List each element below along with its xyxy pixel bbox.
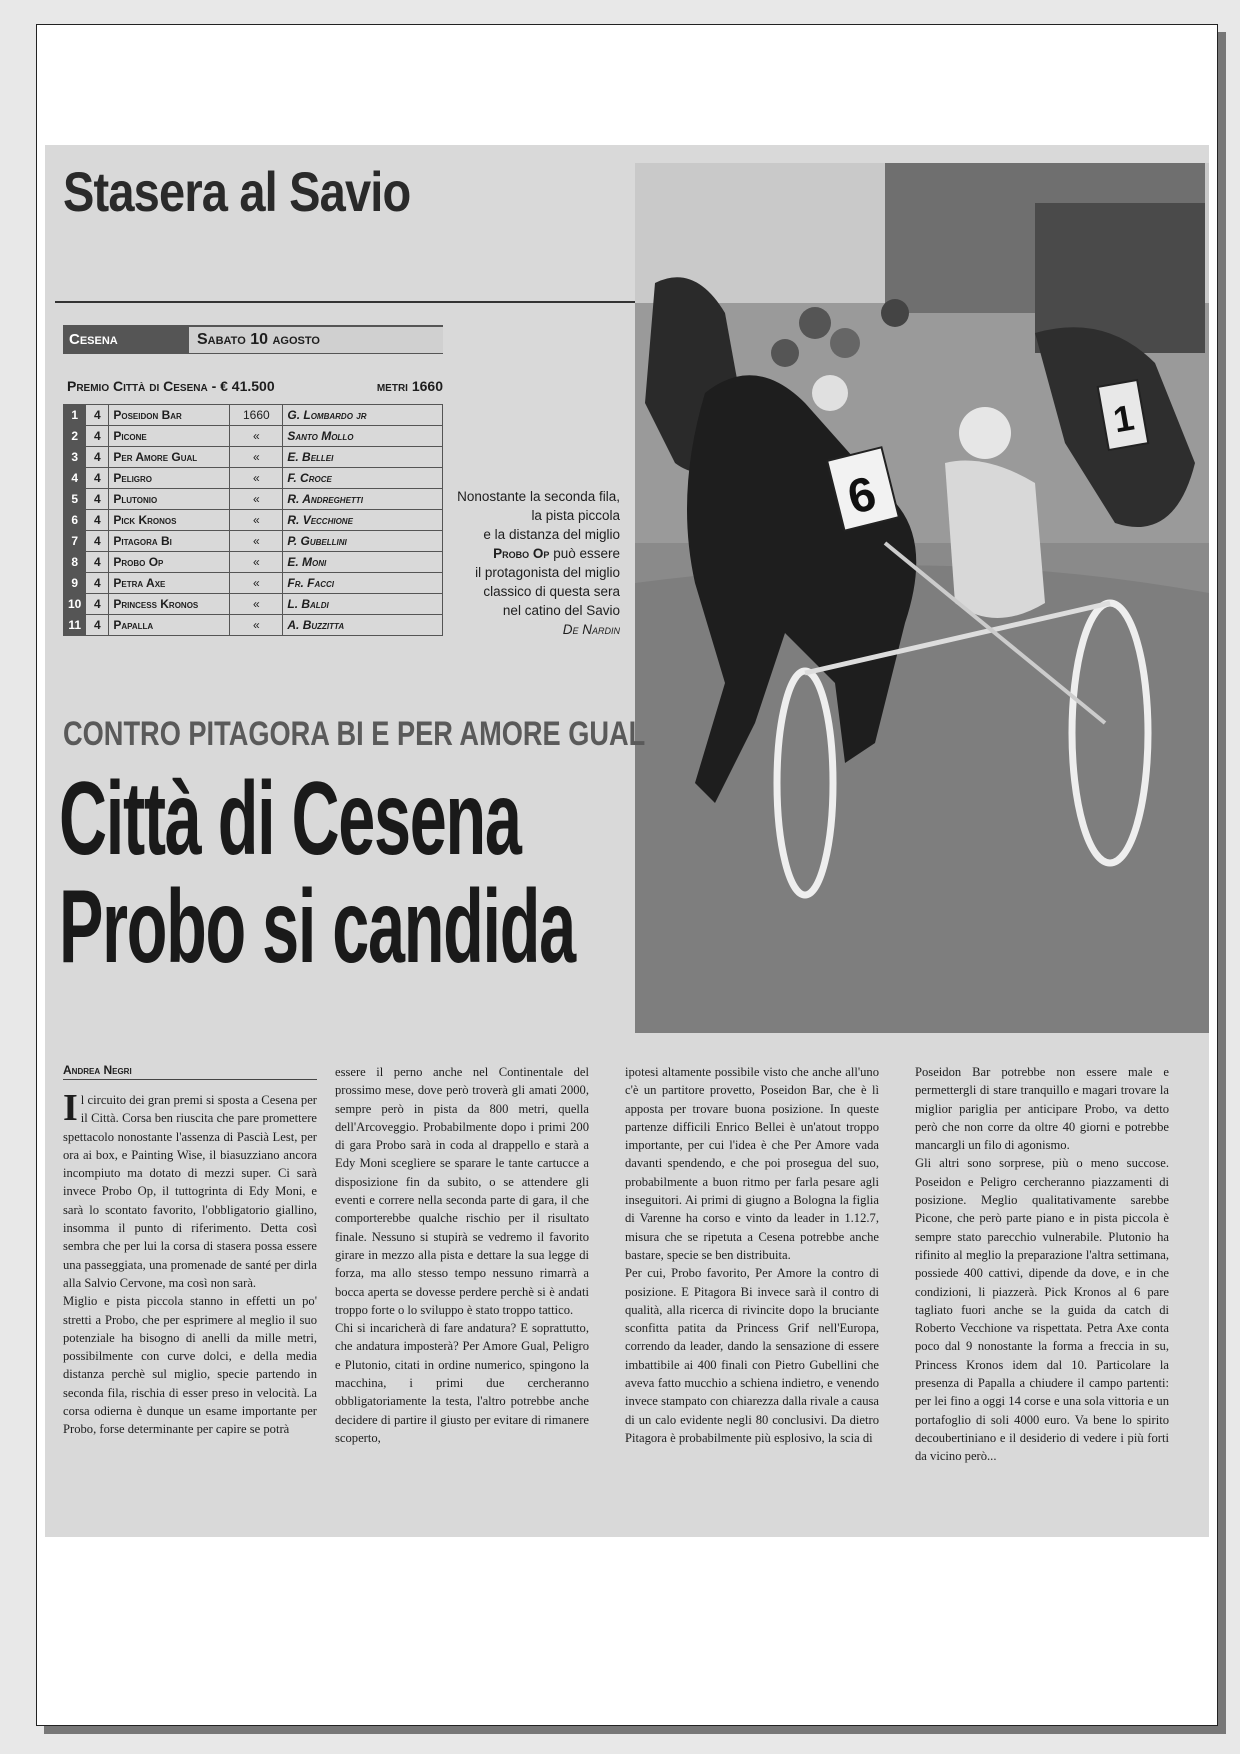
caption-line: classico di questa sera (483, 584, 620, 599)
caption-line: la pista piccola (531, 508, 620, 523)
entry-row-position: 4 (86, 468, 109, 489)
entry-row (64, 426, 443, 447)
entry-number: 6 (64, 510, 86, 531)
entry-horse: Pick Kronos (109, 510, 230, 531)
entry-number: 10 (64, 594, 86, 615)
author-byline: Andrea Negri (63, 1063, 317, 1080)
entry-metres: « (230, 594, 283, 615)
entry-horse: Probo Op (109, 552, 230, 573)
photo-caption (450, 487, 620, 639)
headline-line-1: Città di Cesena (59, 761, 521, 877)
entry-horse: Petra Axe (109, 573, 230, 594)
entry-number: 8 (64, 552, 86, 573)
entry-number: 4 (64, 468, 86, 489)
entry-horse: Plutonio (109, 489, 230, 510)
entry-row-position: 4 (86, 510, 109, 531)
caption-line: nel catino del Savio (502, 603, 620, 618)
paragraph: Per cui, Probo favorito, Per Amore la contro di posizione. E Pitagora Bi invece sarà il contro di qualità, alla ricerca di rivincite dopo la bruciante sconfitta patita da Princess Grif nell'Europa, correndo da leader, dando la sensazione di essere imbattibile ai 400 finali con Pietro Gubellini che aveva fatto mucchio a schiena indietro, e venendo invece stampato con chiarezza dalla rivale a causa di un calo evidente negli 80 conclusivi. Da dietro Pitagora è probabilmente più esplosivo, la scia di (625, 1266, 879, 1445)
entry-horse: Pitagora Bi (109, 531, 230, 552)
paragraph: ipotesi altamente possibile visto che anche all'uno c'è un partitore provetto, Poseidon Bar, che è lì apposta per trovare buona posizione. In queste partenze difficili Enrico Bellei è un'atout troppo importante, per cui l'idea è che Per Amore vada davanti spendendo, e che poi prosegua del suo, probabilmente a buon ritmo per farla pesare agli inseguitori. Ai primi di giugno a Bologna la figlia di Varenne ha corso e vinto da leader in 1.12.7, misura che se ripetuta a Cesena potrebbe anche bastare, specie se ben distribuita. (625, 1065, 879, 1262)
race-distance: metri 1660 (376, 378, 443, 394)
paragraph: Chi si incaricherà di fare andatura? E soprattutto, che andatura imposterà? Per Amore Gual, Peligro e Plutonio, citati in ordine numerico, spingono la macchina, i primi due cercheranno obbligatoriamente la testa, l'altro potrebbe anche decidere di partire il giusto per evitare di rimanere scoperto, (335, 1321, 589, 1445)
entry-row (64, 489, 443, 510)
entry-metres: « (230, 552, 283, 573)
article-column-3 (625, 1063, 879, 1529)
entry-row-position: 4 (86, 615, 109, 636)
entry-metres: « (230, 510, 283, 531)
caption-line-rest: può essere (553, 546, 620, 561)
entry-horse: Per Amore Gual (109, 447, 230, 468)
entry-number: 7 (64, 531, 86, 552)
entry-metres: « (230, 426, 283, 447)
entry-horse: Picone (109, 426, 230, 447)
entry-metres: « (230, 615, 283, 636)
entry-row (64, 594, 443, 615)
article-column-1 (63, 1091, 317, 1533)
entry-row (64, 468, 443, 489)
drop-cap: I (63, 1091, 78, 1129)
entry-row-position: 4 (86, 573, 109, 594)
paragraph (63, 1091, 317, 1292)
race-entries-box (63, 325, 443, 636)
entry-row (64, 531, 443, 552)
entry-driver: R. Vecchione (283, 510, 443, 531)
entry-row-position: 4 (86, 426, 109, 447)
race-city: Cesena (63, 327, 189, 353)
paragraph-text: l circuito dei gran premi si sposta a Cesena per il Città. Corsa ben riuscita che pare promettere spettacolo nonostante l'assenza di Pascià Lest, per ora ai box, e Painting Wise, il biasuzziano ancora incompiuto ma dotato di mezzi super. Ci sarà invece Probo Op, il tuttogrinta di Edy Moni, e sarà lo scontato favorito, l'obbligatorio giallino, insomma il punto di riferimento. Detta così sembra che per lui la corsa di stasera possa essere una passeggiata, una promenade de santé per dirla alla Salvio Cervone, ma così non sarà. (63, 1093, 317, 1290)
entry-number: 1 (64, 405, 86, 426)
entry-row (64, 447, 443, 468)
entry-row-position: 4 (86, 489, 109, 510)
page-sheet (36, 24, 1218, 1726)
entry-driver: A. Buzzitta (283, 615, 443, 636)
paragraph: essere il perno anche nel Continentale del prossimo mese, dove però troverà gli amati 2000, sempre però in pista da 800 metri, quella dell'Arcoveggio. Probabilmente dopo i primi 200 di gara Probo sarà in coda al drappello e starà a Edy Moni scegliere se sparare le tante cartucce a disposizione fin da subito, o se attendere gli eventi e correre nella seconda parte di gara, il che comporterebbe qualche rischio per il risultato finale. Nessuno si stupirà se vedremo il favorito girare in mezzo alla pista e dettare la sua legge di forza, ma allo stesso tempo nessuno rimarrà a bocca aperta se dovesse perdere perchè si è andati troppo forte o lo sviluppo è stato troppo tattico. (335, 1065, 589, 1317)
entry-metres: « (230, 489, 283, 510)
newspaper-clipping (45, 145, 1209, 1537)
headline-line-2: Probo si candida (59, 869, 575, 985)
entry-horse: Peligro (109, 468, 230, 489)
entry-driver: Santo Mollo (283, 426, 443, 447)
entry-number: 11 (64, 615, 86, 636)
caption-line: il protagonista del miglio (475, 565, 620, 580)
race-header (63, 325, 443, 354)
trotting-race-image (635, 163, 1209, 1033)
entry-row (64, 615, 443, 636)
entry-metres: « (230, 468, 283, 489)
caption-line (450, 544, 620, 563)
race-prize: Premio Città di Cesena - € 41.500 (67, 378, 275, 394)
article-subhead: CONTRO PITAGORA BI E PER AMORE GUAL (63, 715, 646, 753)
article-headline (59, 761, 575, 985)
entry-row-position: 4 (86, 552, 109, 573)
entry-number: 3 (64, 447, 86, 468)
entry-row (64, 573, 443, 594)
entry-driver: R. Andreghetti (283, 489, 443, 510)
photo-credit: De Nardin (562, 622, 620, 637)
paragraph: Poseidon Bar potrebbe non essere male e permettergli di stare tranquillo e magari trovare la miglior pariglia per anticipare Probo, va detto però che non corre da oltre 40 giorni e potrebbe mancargli un filo di agonismo. (915, 1065, 1169, 1153)
entry-horse: Poseidon Bar (109, 405, 230, 426)
caption-horse-name: Probo Op (493, 546, 550, 561)
entry-row-position: 4 (86, 531, 109, 552)
entry-driver: G. Lombardo jr (283, 405, 443, 426)
entry-number: 2 (64, 426, 86, 447)
bib-number-6: 6 (842, 467, 882, 525)
entry-driver: E. Moni (283, 552, 443, 573)
entry-horse: Princess Kronos (109, 594, 230, 615)
bib-number-1: 1 (1110, 396, 1138, 441)
race-date: Sabato 10 agosto (197, 331, 320, 348)
caption-line: e la distanza del miglio (483, 527, 620, 542)
paragraph: Gli altri sono sorprese, più o meno succose. Poseidon e Peligro cercheranno piazzamenti di posizione. Meglio qualitativamente sarebbe Picone, che però parte piano e in pista piccola è sempre stato parecchio vulnerabile. Plutonio ha rifinito al meglio la preparazione l'altra settimana, possiede 400 cattivi, dipende da dove, e in che condizioni, li piazzerà. Pick Kronos al 6 pare tagliato fuori anche se la guida da catch di Roberto Vecchione va rispettata. Petra Axe conta poco dal 9 nonostante la forma a freccia in su, Princess Kronos idem dal 10. Particolare la presenza di Papalla a chiudere il campo partenti: per lei fino a oggi 14 corse e una sola vittoria e un portafoglio di soli 4000 euro. Va bene lo spirito decoubertiniano e il desiderio di vedere i più forti da vicino però... (915, 1156, 1169, 1464)
entry-row-position: 4 (86, 405, 109, 426)
race-photo (635, 163, 1209, 1033)
caption-line: Nonostante la seconda fila, (457, 489, 620, 504)
entry-metres: 1660 (230, 405, 283, 426)
entry-row (64, 552, 443, 573)
entry-driver: P. Gubellini (283, 531, 443, 552)
section-kicker: Stasera al Savio (63, 160, 411, 223)
entry-row-position: 4 (86, 594, 109, 615)
entry-row (64, 405, 443, 426)
entry-metres: « (230, 531, 283, 552)
entry-metres: « (230, 447, 283, 468)
entries-table (63, 404, 443, 636)
entry-horse: Papalla (109, 615, 230, 636)
article-column-4 (915, 1063, 1169, 1529)
entry-number: 5 (64, 489, 86, 510)
entry-driver: L. Baldi (283, 594, 443, 615)
paragraph: Miglio e pista piccola stanno in effetti un po' stretti a Probo, che per esprimere al meglio il suo potenziale ha bisogno di anelli da mille metri, possibilmente con curve dolci, e della media distanza perchè sul miglio, specie partendo in seconda fila, rischia di esser preso in velocità. La corsa odierna è dunque un esame importante per Probo, forse determinante per capire se potrà (63, 1294, 317, 1437)
article-column-2 (335, 1063, 589, 1529)
entry-driver: F. Croce (283, 468, 443, 489)
entry-driver: E. Bellei (283, 447, 443, 468)
entry-number: 9 (64, 573, 86, 594)
entry-row (64, 510, 443, 531)
entry-driver: Fr. Facci (283, 573, 443, 594)
entry-row-position: 4 (86, 447, 109, 468)
entry-metres: « (230, 573, 283, 594)
race-details (63, 374, 443, 400)
